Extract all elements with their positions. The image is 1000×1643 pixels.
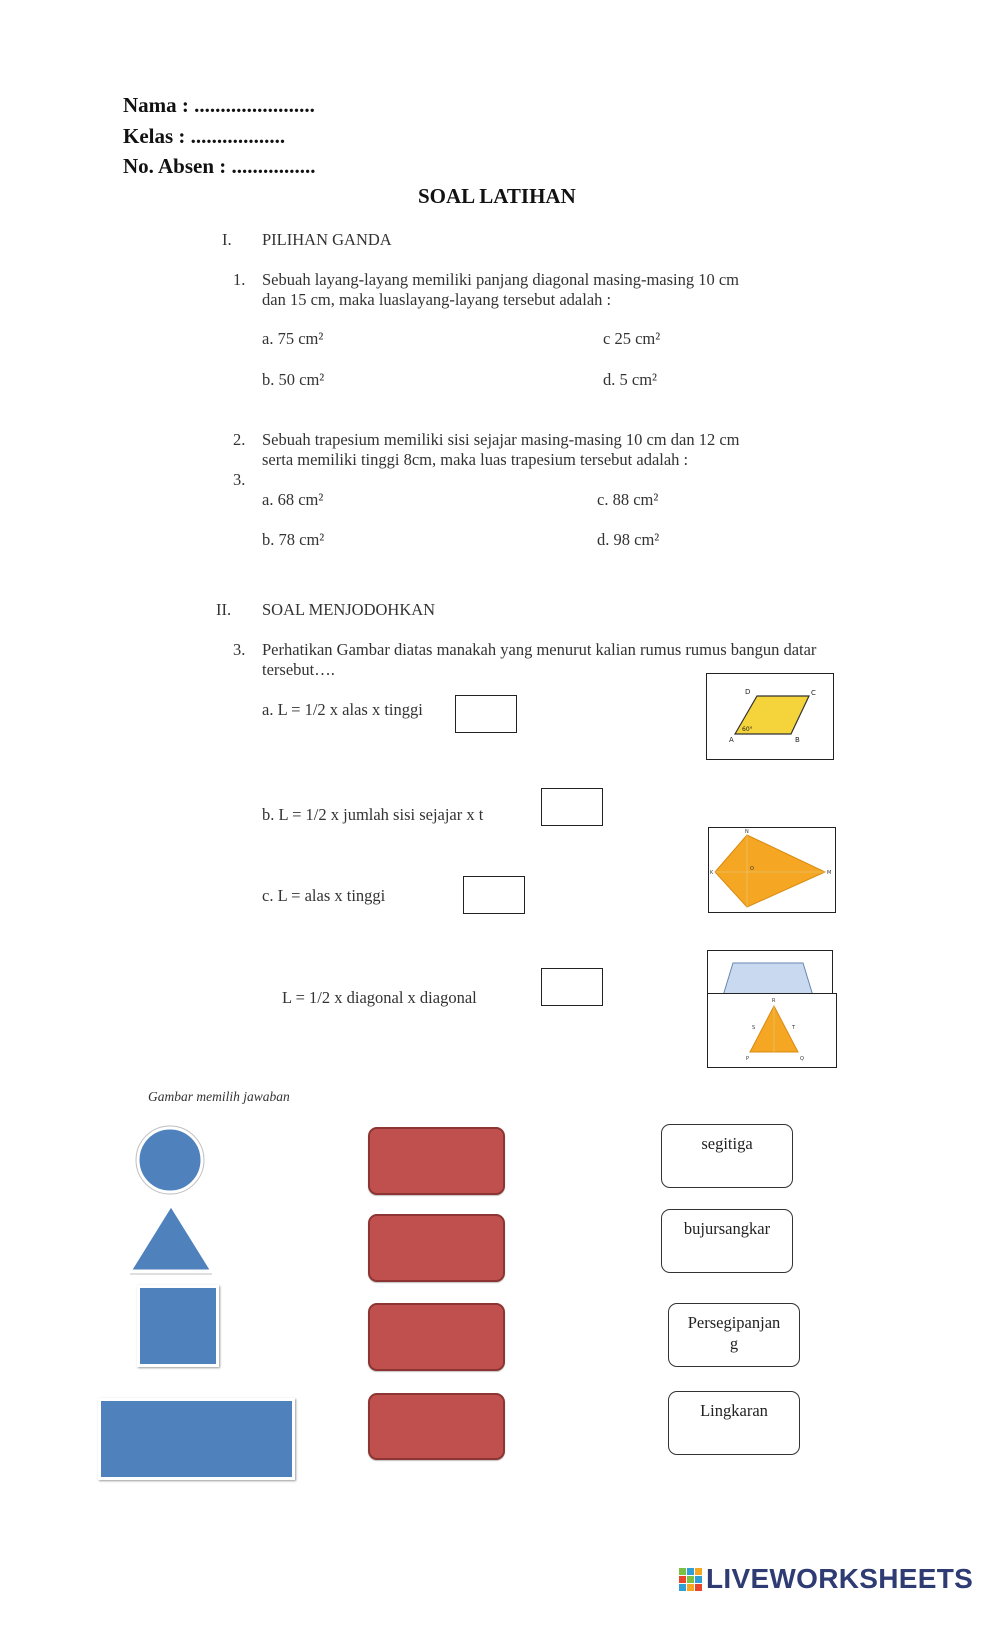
- section-1-heading: PILIHAN GANDA: [262, 230, 392, 249]
- formula-b: b. L = 1/2 x jumlah sisi sejajar x t: [262, 805, 484, 824]
- tri-label-q: Q: [800, 1056, 804, 1062]
- section-2-heading: SOAL MENJODOHKAN: [262, 600, 436, 619]
- question-3-text-line1: Perhatikan Gambar diatas manakah yang menurut kalian rumus rumus bangun datar: [262, 640, 817, 659]
- square-shape[interactable]: [137, 1285, 219, 1367]
- para-label-a: A: [729, 736, 734, 744]
- question-1-option-b: b. 50 cm²: [262, 370, 325, 389]
- class-field-label: Kelas : ..................: [123, 124, 286, 148]
- para-angle-label: 60°: [742, 726, 753, 733]
- question-1-text-line2: dan 15 cm, maka luaslayang-layang tersebut adalah :: [262, 290, 612, 309]
- kite-label-center: O: [750, 866, 754, 872]
- question-2-option-c: c. 88 cm²: [597, 490, 659, 509]
- kite-figure: [708, 827, 836, 913]
- answer-slot-3[interactable]: [368, 1303, 505, 1371]
- question-2-option-b: b. 78 cm²: [262, 530, 325, 549]
- kite-label-left: K: [710, 870, 714, 876]
- kite-label-right: M: [827, 870, 832, 876]
- rectangle-shape[interactable]: [98, 1398, 295, 1480]
- name-field-label: Nama : .......................: [123, 93, 315, 117]
- question-1-text-line1: Sebuah layang-layang memiliki panjang diagonal masing-masing 10 cm: [262, 270, 740, 289]
- question-3-number: 3.: [233, 640, 246, 659]
- liveworksheets-logo-icon: [679, 1568, 703, 1592]
- section-1-number: I.: [222, 230, 232, 249]
- para-label-b: B: [795, 736, 800, 744]
- question-1-number: 1.: [233, 270, 246, 289]
- stray-number-3: 3.: [233, 470, 246, 489]
- formula-c: c. L = alas x tinggi: [262, 886, 386, 905]
- triangle-shape: [708, 994, 836, 1067]
- tri-label-r: R: [772, 998, 776, 1004]
- question-2-option-a: a. 68 cm²: [262, 490, 324, 509]
- question-1-option-a: a. 75 cm²: [262, 329, 324, 348]
- answer-box-b[interactable]: [541, 788, 603, 826]
- label-card-segitiga[interactable]: segitiga: [661, 1124, 793, 1188]
- label-card-lingkaran[interactable]: Lingkaran: [668, 1391, 800, 1455]
- answer-box-c[interactable]: [463, 876, 525, 914]
- para-label-c: C: [811, 689, 816, 697]
- question-1-option-d: d. 5 cm²: [603, 370, 657, 389]
- attendance-number-label: No. Absen : ................: [123, 154, 316, 178]
- triangle-figure: [707, 993, 837, 1068]
- matching-caption: Gambar memilih jawaban: [148, 1089, 290, 1104]
- formula-a: a. L = 1/2 x alas x tinggi: [262, 700, 423, 719]
- answer-slot-4[interactable]: [368, 1393, 505, 1460]
- circle-shape[interactable]: [134, 1124, 208, 1198]
- question-2-text-line1: Sebuah trapesium memiliki sisi sejajar masing-masing 10 cm dan 12 cm: [262, 430, 740, 449]
- parallelogram-shape: [707, 674, 833, 759]
- label-card-persegipanjang[interactable]: Persegipanjan g: [668, 1303, 800, 1367]
- question-1-option-c: c 25 cm²: [603, 329, 661, 348]
- kite-label-top: N: [745, 829, 749, 835]
- parallelogram-figure: [706, 673, 834, 760]
- answer-box-a[interactable]: [455, 695, 517, 733]
- liveworksheets-brand: LIVEWORKSHEETS: [706, 1563, 974, 1594]
- question-3-text-line2: tersebut….: [262, 660, 335, 679]
- question-2-option-d: d. 98 cm²: [597, 530, 660, 549]
- answer-slot-1[interactable]: [368, 1127, 505, 1195]
- tri-label-t: T: [792, 1025, 796, 1031]
- answer-box-d[interactable]: [541, 968, 603, 1006]
- tri-label-s: S: [752, 1025, 756, 1031]
- tri-label-p: P: [746, 1056, 750, 1062]
- triangle-shape-blue[interactable]: [124, 1201, 218, 1277]
- section-2-number: II.: [216, 600, 232, 619]
- label-card-bujursangkar[interactable]: bujursangkar: [661, 1209, 793, 1273]
- answer-slot-2[interactable]: [368, 1214, 505, 1282]
- question-2-text-line2: serta memiliki tinggi 8cm, maka luas trapesium tersebut adalah :: [262, 450, 689, 469]
- question-2-number: 2.: [233, 430, 246, 449]
- kite-shape: [709, 828, 835, 912]
- page-title: SOAL LATIHAN: [418, 184, 576, 208]
- formula-d: L = 1/2 x diagonal x diagonal: [282, 988, 477, 1007]
- para-label-d: D: [745, 688, 751, 696]
